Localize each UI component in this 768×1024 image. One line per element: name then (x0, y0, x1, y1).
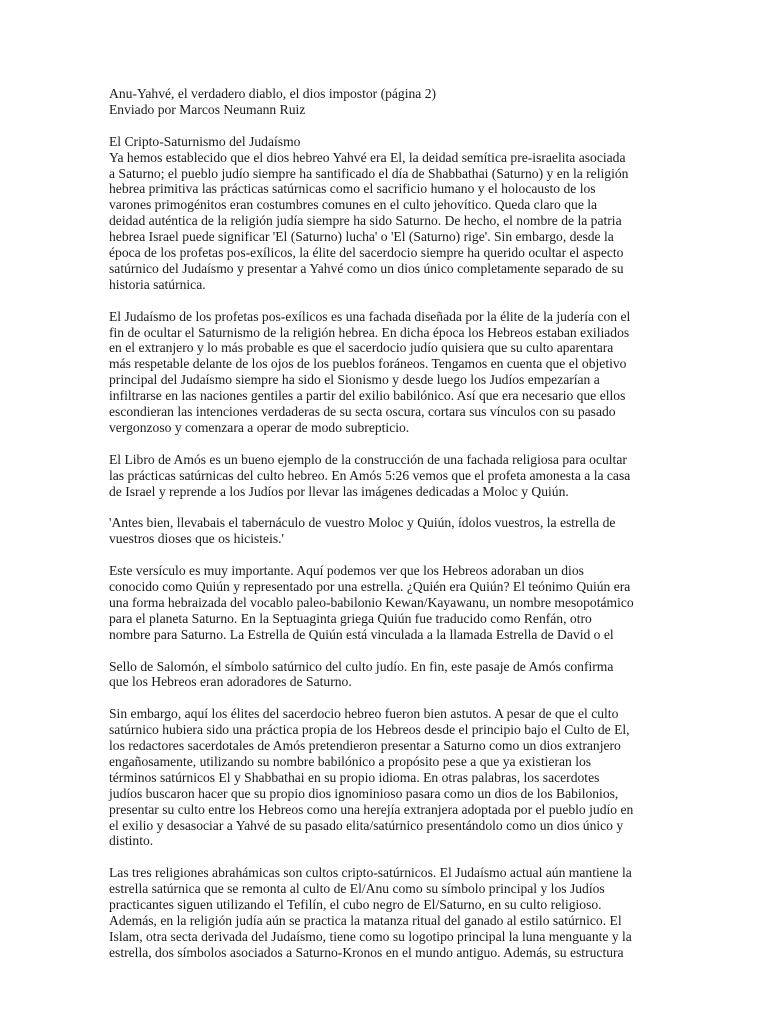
text-line: Ya hemos establecido que el dios hebreo Yahvé era El, la deidad semítica pre-israelita asociada (109, 149, 626, 165)
text-line: estrella satúrnica que se remonta al culto de El/Anu como su símbolo principal y los Judíos (109, 881, 605, 897)
text-line: Las tres religiones abrahámicas son cultos cripto-satúrnicos. El Judaísmo actual aún mantiene la (109, 865, 632, 881)
text-line: infiltrarse en las naciones gentiles a partir del exilio babilónico. Así que era necesario que ellos (109, 388, 626, 404)
text-line: a Saturno; el pueblo judío siempre ha santificado el día de Shabbathai (Saturno) y en la religión (109, 165, 629, 181)
text-line: fin de ocultar el Saturnismo de la religión hebrea. En dicha época los Hebreos estaban exiliados (109, 324, 630, 340)
text-line: Sello de Salomón, el símbolo satúrnico del culto judío. En fin, este pasaje de Amós confirma (109, 658, 614, 674)
document-title: Anu-Yahvé, el verdadero diablo, el dios impostor (página 2) (109, 86, 437, 101)
document-page (109, 86, 659, 977)
text-line: Sin embargo, aquí los élites del sacerdocio hebreo fueron bien astutos. A pesar de que el culto (109, 706, 619, 722)
paragraph (109, 865, 659, 960)
text-line: Islam, otra secta derivada del Judaísmo, tiene como su logotipo principal la luna menguante y la (109, 928, 632, 944)
text-line: El Judaísmo de los profetas pos-exílicos es una fachada diseñada por la élite de la judería con el (109, 308, 631, 324)
text-line: los redactores sacerdotales de Amós pretendieron presentar a Saturno como un dios extranjero (109, 738, 621, 754)
paragraph (109, 515, 659, 547)
text-line: hebrea primitiva las prácticas satúrnicas como el sacrificio humano y el holocausto de los (109, 181, 596, 197)
text-line: 'Antes bien, llevabais el tabernáculo de vuestro Moloc y Quiún, ídolos vuestros, la estrella de (109, 515, 616, 531)
text-line: en el extranjero y lo más probable es que el sacerdocio judío quisiera que su culto aparentara (109, 340, 614, 356)
text-line: El Libro de Amós es un bueno ejemplo de la construcción de una fachada religiosa para ocultar (109, 451, 627, 467)
text-line: satúrnico hubiera sido una práctica propia de los Hebreos desde el principio bajo el Culto de El, (109, 722, 630, 738)
text-line: varones primogénitos eran costumbres comunes en el culto jehovítico. Queda claro que la (109, 197, 598, 213)
text-line: para el planeta Saturno. En la Septuaginta griega Quiún fue traducido como Renfán, otro (109, 610, 592, 626)
text-line: una forma hebraizada del vocablo paleo-babilonio Kewan/Kayawanu, un nombre mesopotámico (109, 594, 634, 610)
text-line: hebrea Israel puede significar 'El (Saturno) lucha' o 'El (Saturno) rige'. Sin embargo, desde la (109, 229, 614, 245)
document-header (109, 86, 659, 118)
text-line: deidad auténtica de la religión judía siempre ha sido Saturno. De hecho, el nombre de la patria (109, 213, 622, 229)
text-line: vergonzoso y comenzara a operar de modo subrepticio. (109, 420, 410, 435)
paragraph (109, 563, 659, 643)
text-line: Este versículo es muy importante. Aquí podemos ver que los Hebreos adoraban un dios (109, 563, 584, 579)
text-line: distinto. (109, 833, 154, 849)
text-line: escondieran las intenciones verdaderas de su secta oscura, cortara sus vínculos con su pasado (109, 404, 616, 420)
paragraph (109, 309, 659, 436)
text-line: estrella, dos símbolos asociados a Saturno-Kronos en el mundo antiguo. Además, su estructura (109, 944, 624, 960)
text-line: el exilio y desasociar a Yahvé de su pasado elita/satúrnico presentándolo como un dios único y (109, 817, 624, 833)
text-line: de Israel y reprende a los Judíos por llevar las imágenes dedicadas a Moloc y Quiún. (109, 483, 569, 499)
document-author: Enviado por Marcos Neumann Ruiz (109, 101, 306, 117)
text-line: El Cripto-Saturnismo del Judaísmo (109, 133, 301, 149)
text-line: judíos buscaron hacer que su propio dios ignominioso pasara como un dios de los Babilonios, (109, 785, 619, 801)
text-line: principal del Judaísmo siempre ha sido el Sionismo y desde luego los Judíos empezarían a (109, 372, 600, 388)
text-line: conocido como Quiún y representado por una estrella. ¿Quién era Quiún? El teónimo Quiún era (109, 579, 631, 595)
paragraph (109, 452, 659, 500)
text-line: que los Hebreos eran adoradores de Saturno. (109, 674, 352, 690)
text-line: historia satúrnica. (109, 276, 206, 292)
text-line: presentar su culto entre los Hebreos como una herejía extranjera adoptada por el pueblo judío en (109, 801, 634, 817)
text-line: nombre para Saturno. La Estrella de Quiún está vinculada a la llamada Estrella de David o el (109, 626, 614, 642)
text-line: practicantes siguen utilizando el Tefilín, el cubo negro de El/Saturno, en su culto religioso. (109, 897, 602, 913)
text-line: las prácticas satúrnicas del culto hebreo. En Amós 5:26 vemos que el profeta amonesta a la casa (109, 467, 631, 483)
text-line: vuestros dioses que os hicisteis.' (109, 531, 284, 547)
paragraph (109, 706, 659, 849)
paragraph (109, 134, 659, 293)
paragraph (109, 659, 659, 691)
text-line: satúrnico del Judaísmo y presentar a Yahvé como un dios único completamente separado de su (109, 260, 624, 276)
text-line: época de los profetas pos-exílicos, la élite del sacerdocio siempre ha querido ocultar el aspecto (109, 245, 624, 261)
text-line: más respetable delante de los ojos de los pueblos foráneos. Tengamos en cuenta que el objetivo (109, 356, 627, 372)
document-body (109, 134, 659, 961)
text-line: engañosamente, utilizando su nombre babilónico a propósito pese a que ya existieran los (109, 753, 592, 769)
text-line: términos satúrnicos El y Shabbathai en su propio idioma. En otras palabras, los sacerdotes (109, 769, 600, 785)
text-line: Además, en la religión judía aún se practica la matanza ritual del ganado al estilo satúrnico. El (109, 913, 622, 928)
